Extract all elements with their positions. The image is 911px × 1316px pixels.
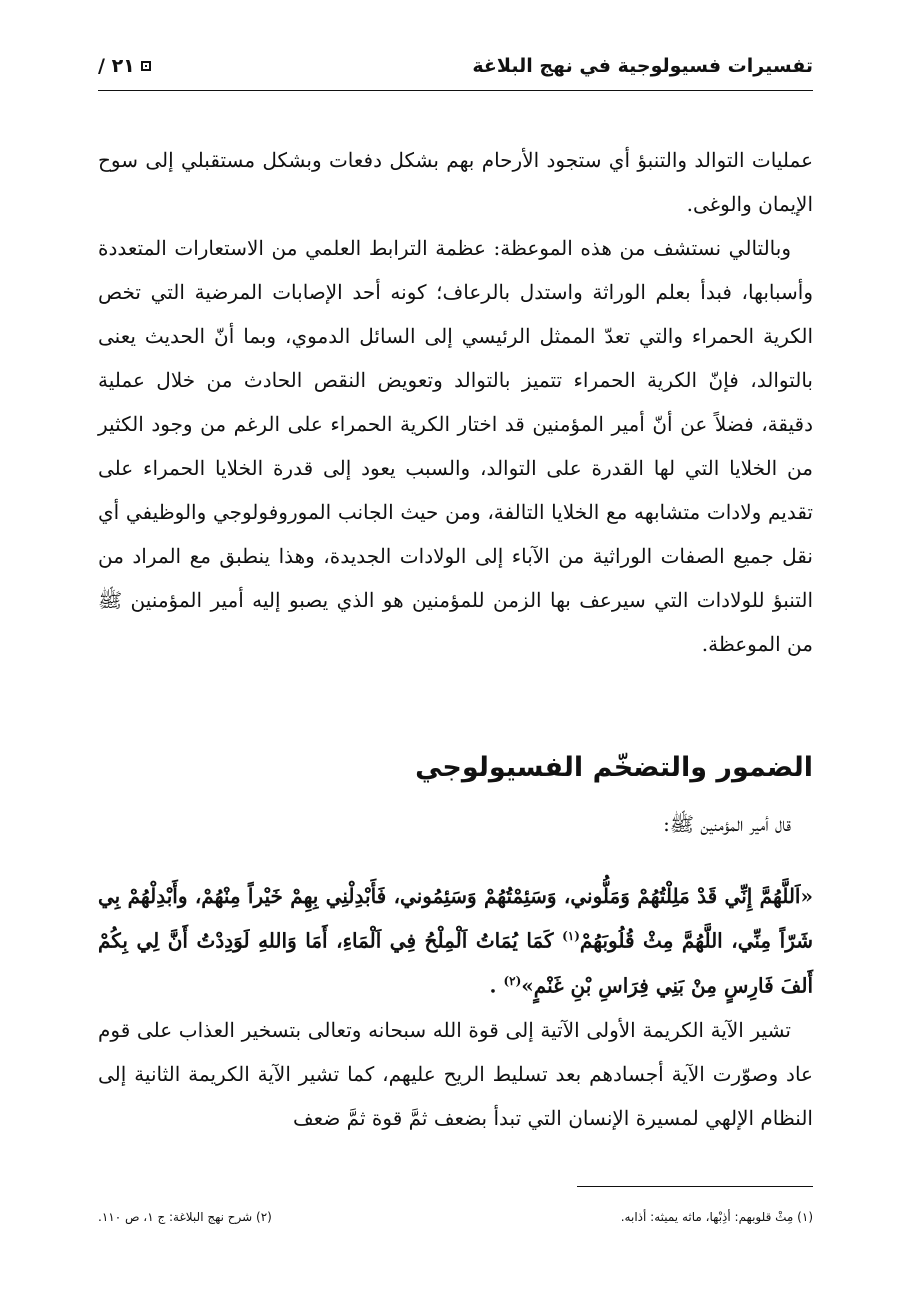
book-page (98, 0, 813, 1316)
header-divider (98, 90, 813, 91)
page-number-text: ٢١ / (98, 55, 135, 77)
paragraph-3: تشير الآية الكريمة الأولى الآتية إلى قوة الله سبحانه وتعالى بتسخير العذاب على قوم عاد وصوّرت الآية أجسادهم بعد تسليط الريح عليهم، كما تشير الآية الكريمة الثانية إلى النظام الإلهي لمسيرة الإنسان التي تبدأ بضعف ثمَّ قوة ثمَّ ضعف (98, 1018, 813, 1130)
header-title: تفسيرات فسيولوجية في نهج البلاغة (472, 55, 813, 77)
square-ornament-icon (141, 61, 151, 71)
quote-part-1: «اَللَّهُمَّ إِنِّي قَدْ مَلِلْتُهُمْ وَمَلُّوني، وَسَئِمْتُهُمْ وَسَئِمُوني، فَأَبْدِلْنِي بِهِمْ خَيْراً مِنْهُمْ، وأَبْدِلْهُمْ بِي شَرّاً مِنِّي، اللَّهُمَّ مِثْ قُلُوبَهُمْ (98, 884, 813, 953)
sermon-quote (98, 876, 813, 1005)
footnote-2: (٢) شرح نهج البلاغة: ج ١، ص ١١٠. (98, 1210, 272, 1224)
running-header (98, 48, 813, 84)
footnote-ref-2[interactable]: (٢) (503, 973, 522, 988)
paragraph-2: وبالتالي نستشف من هذه الموعظة: عظمة الترابط العلمي من الاستعارات المتعددة وأسبابها، فبدأ بعلم الوراثة واستدل بالرعاف؛ كونه أحد الإصابات المرضية التي تخص الكرية الحمراء والتي تعدّ الممثل الرئيسي إلى السائل الدموي، وبما أنّ الحديث يعنى بالتوالد، فإنّ الكرية الحمراء تتميز بالتوالد وتعويض النقص الحادث من خلال عملية دقيقة، فضلاً عن أنّ أمير المؤمنين قد اختار الكرية الحمراء على الرغم من وجود الكثير من الخلايا التي لها القدرة على التوالد، والسبب يعود إلى قدرة الخلايا الحمراء على تقديم ولادات متشابهه مع الخلايا التالفة، ومن حيث الجانب الموروفولوجي والوظيفي أي نقل جميع الصفات الوراثية من الآباء إلى الولادات الجديدة، وهذا ينطبق مع المراد من التنبؤ للولادات التي سيرعف بها الزمن للمؤمنين هو الذي يصبو إليه أمير المؤمنين ﷺ من الموعظة. (98, 236, 813, 656)
quote-intro: قال أمير المؤمنين ﷺ: (663, 812, 791, 836)
section-heading: الضمور والتضخّم الفسيولوجي (415, 752, 813, 783)
quote-part-2: كَمَا يُمَاتُ اَلْمِلْحُ فِي اَلْمَاءِ، أَمَا وَاللهِ لَوَدِدْتُ أَنَّ لِي بِكُمْ أَلفَ فَارِسٍ مِنْ بَنِي فِرَاسِ بْنِ غَنْمٍ» (98, 928, 813, 998)
paragraph-1: عمليات التوالد والتنبؤ أي ستجود الأرحام بهم بشكل دفعات وبشكل مستقبلي إلى سوح الإيمان والوغى. (98, 148, 813, 216)
quote-end: . (489, 973, 504, 998)
footnote-ref-1[interactable]: (١) (562, 929, 580, 943)
footnote-divider (577, 1186, 813, 1187)
page-number (98, 55, 151, 77)
footnotes (98, 1210, 813, 1224)
footnote-1: (١) مِثْ قلوبهم: أذِبْها، ماثه يميثه: أذابه. (620, 1210, 813, 1224)
